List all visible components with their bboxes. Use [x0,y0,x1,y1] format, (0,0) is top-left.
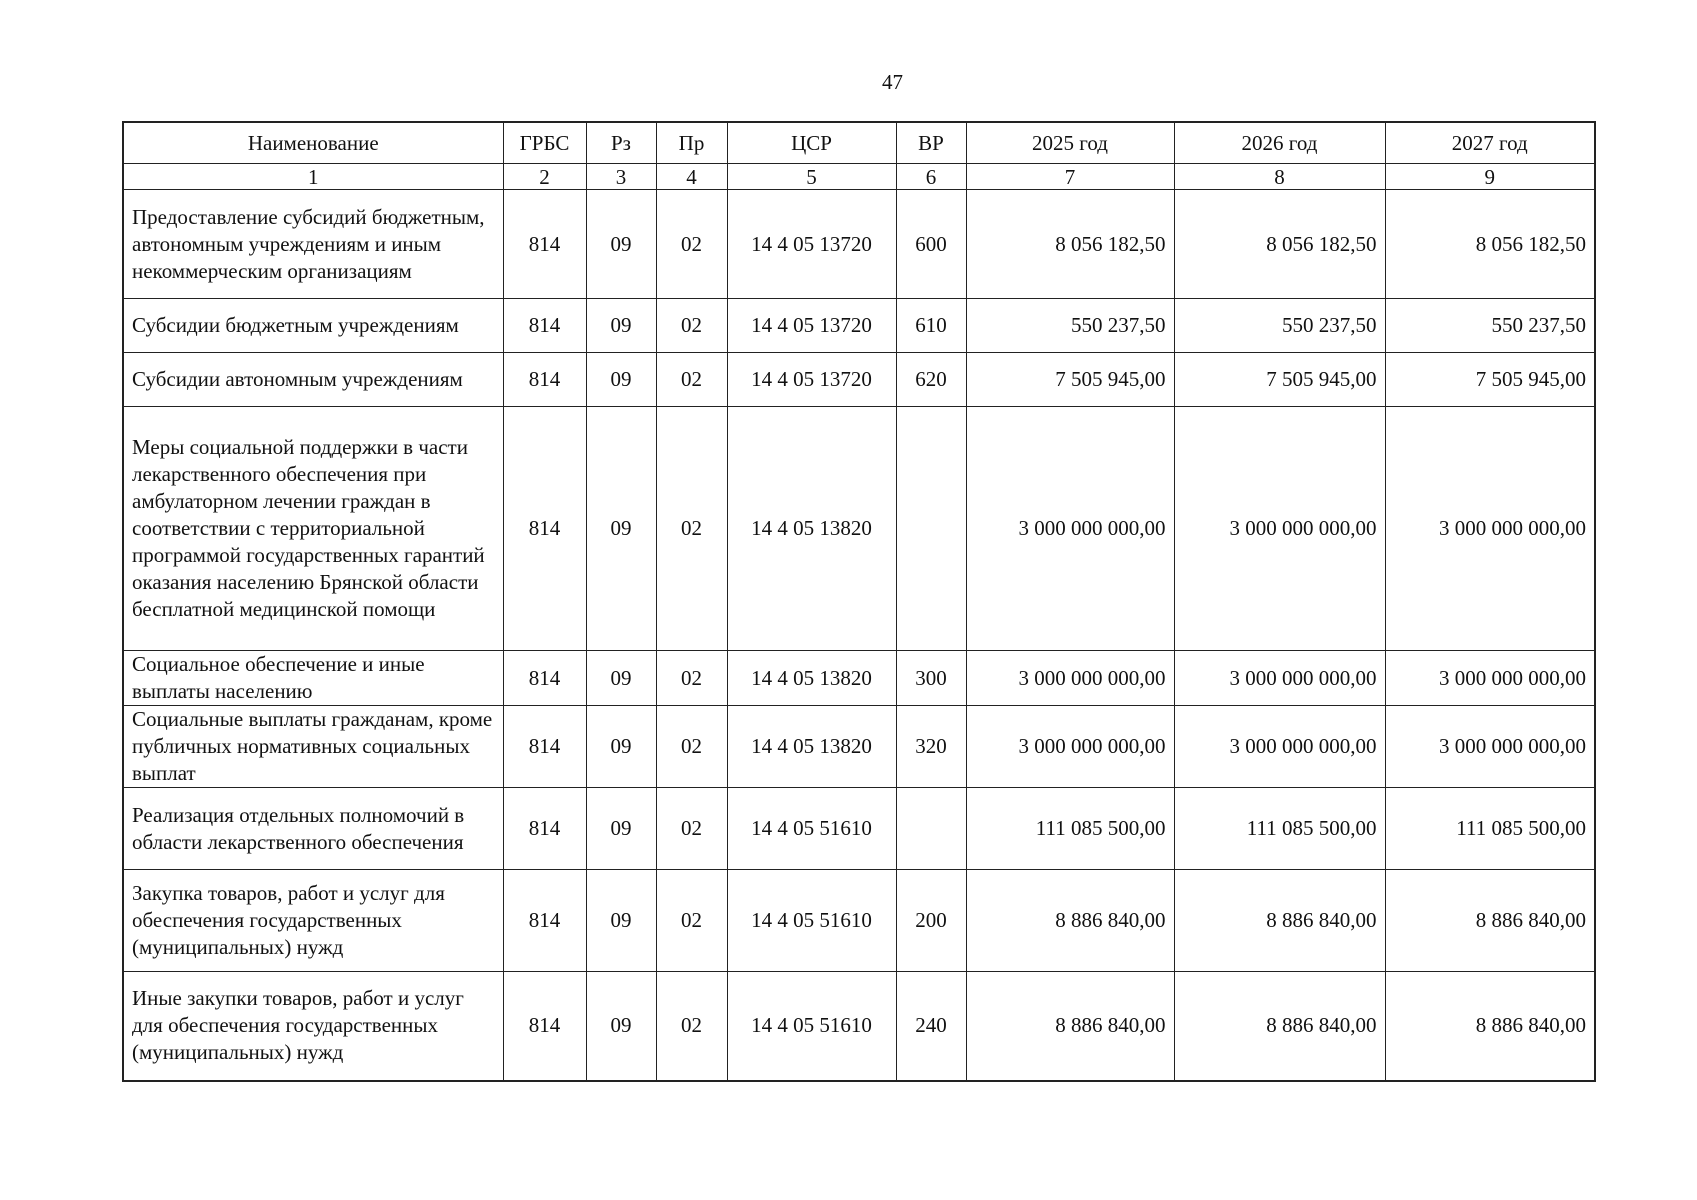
header-2025: 2025 год [966,122,1174,164]
row-name: Субсидии бюджетным учреждениям [123,299,503,353]
row-csr: 14 4 05 51610 [727,870,896,972]
row-pr: 02 [656,190,727,299]
table-row [123,353,1595,407]
column-number: 2 [503,164,586,190]
row-2027: 3 000 000 000,00 [1385,706,1595,788]
row-grbs: 814 [503,299,586,353]
row-pr: 02 [656,706,727,788]
row-2027: 111 085 500,00 [1385,788,1595,870]
row-grbs: 814 [503,407,586,651]
row-grbs: 814 [503,651,586,706]
row-pr: 02 [656,972,727,1081]
row-2025: 8 056 182,50 [966,190,1174,299]
row-name: Предоставление субсидий бюджетным, автономным учреждениям и иным некоммерческим организациям [123,190,503,299]
header-2026: 2026 год [1174,122,1385,164]
row-csr: 14 4 05 13820 [727,651,896,706]
row-name: Социальное обеспечение и иные выплаты населению [123,651,503,706]
header-row [123,122,1595,164]
row-2027: 7 505 945,00 [1385,353,1595,407]
row-2027: 3 000 000 000,00 [1385,651,1595,706]
row-2026: 3 000 000 000,00 [1174,706,1385,788]
row-vr: 600 [896,190,966,299]
row-csr: 14 4 05 13820 [727,706,896,788]
table-row [123,407,1595,651]
row-2025: 111 085 500,00 [966,788,1174,870]
row-vr: 620 [896,353,966,407]
row-2026: 550 237,50 [1174,299,1385,353]
row-vr: 240 [896,972,966,1081]
column-number: 7 [966,164,1174,190]
row-2025: 550 237,50 [966,299,1174,353]
row-csr: 14 4 05 51610 [727,788,896,870]
row-csr: 14 4 05 13720 [727,190,896,299]
row-2025: 3 000 000 000,00 [966,407,1174,651]
row-2027: 550 237,50 [1385,299,1595,353]
column-number: 9 [1385,164,1595,190]
row-rz: 09 [586,353,656,407]
header-2027: 2027 год [1385,122,1595,164]
row-name: Реализация отдельных полномочий в области лекарственного обеспечения [123,788,503,870]
budget-table [122,121,1596,1082]
header-name: Наименование [123,122,503,164]
row-2027: 8 886 840,00 [1385,870,1595,972]
row-pr: 02 [656,788,727,870]
row-2027: 8 886 840,00 [1385,972,1595,1081]
row-2027: 8 056 182,50 [1385,190,1595,299]
row-2026: 8 056 182,50 [1174,190,1385,299]
row-vr: 200 [896,870,966,972]
header-rz: Рз [586,122,656,164]
row-pr: 02 [656,407,727,651]
header-csr: ЦСР [727,122,896,164]
row-name: Меры социальной поддержки в части лекарственного обеспечения при амбулаторном лечении граждан в соответствии с территориальной программой государственных гарантий оказания населению Брянской области бесплатной медицинской помощи [123,407,503,651]
column-number: 6 [896,164,966,190]
row-2025: 3 000 000 000,00 [966,651,1174,706]
header-grbs: ГРБС [503,122,586,164]
row-grbs: 814 [503,788,586,870]
column-number-row [123,164,1595,190]
row-rz: 09 [586,870,656,972]
row-name: Закупка товаров, работ и услуг для обеспечения государственных (муниципальных) нужд [123,870,503,972]
row-pr: 02 [656,299,727,353]
row-vr [896,407,966,651]
table-row [123,870,1595,972]
column-number: 5 [727,164,896,190]
header-vr: ВР [896,122,966,164]
row-vr: 320 [896,706,966,788]
row-csr: 14 4 05 13720 [727,353,896,407]
row-name: Субсидии автономным учреждениям [123,353,503,407]
row-name: Социальные выплаты гражданам, кроме публичных нормативных социальных выплат [123,706,503,788]
row-vr: 610 [896,299,966,353]
row-grbs: 814 [503,972,586,1081]
row-csr: 14 4 05 13720 [727,299,896,353]
row-rz: 09 [586,706,656,788]
row-2026: 8 886 840,00 [1174,972,1385,1081]
table-row [123,190,1595,299]
row-name: Иные закупки товаров, работ и услуг для обеспечения государственных (муниципальных) нужд [123,972,503,1081]
row-grbs: 814 [503,190,586,299]
row-rz: 09 [586,788,656,870]
row-pr: 02 [656,353,727,407]
row-rz: 09 [586,407,656,651]
row-vr [896,788,966,870]
column-number: 4 [656,164,727,190]
table-row [123,706,1595,788]
row-grbs: 814 [503,870,586,972]
row-2026: 7 505 945,00 [1174,353,1385,407]
row-rz: 09 [586,190,656,299]
header-pr: Пр [656,122,727,164]
row-grbs: 814 [503,353,586,407]
row-2026: 3 000 000 000,00 [1174,651,1385,706]
table-row [123,972,1595,1081]
row-2027: 3 000 000 000,00 [1385,407,1595,651]
row-rz: 09 [586,651,656,706]
row-vr: 300 [896,651,966,706]
row-rz: 09 [586,299,656,353]
page-number: 47 [882,70,903,94]
row-2026: 8 886 840,00 [1174,870,1385,972]
table-row [123,788,1595,870]
row-pr: 02 [656,651,727,706]
row-csr: 14 4 05 51610 [727,972,896,1081]
row-grbs: 814 [503,706,586,788]
column-number: 1 [123,164,503,190]
column-number: 3 [586,164,656,190]
column-number: 8 [1174,164,1385,190]
row-pr: 02 [656,870,727,972]
row-2026: 111 085 500,00 [1174,788,1385,870]
row-csr: 14 4 05 13820 [727,407,896,651]
row-2025: 3 000 000 000,00 [966,706,1174,788]
table-row [123,299,1595,353]
row-rz: 09 [586,972,656,1081]
row-2025: 8 886 840,00 [966,870,1174,972]
row-2025: 7 505 945,00 [966,353,1174,407]
row-2025: 8 886 840,00 [966,972,1174,1081]
row-2026: 3 000 000 000,00 [1174,407,1385,651]
table-row [123,651,1595,706]
